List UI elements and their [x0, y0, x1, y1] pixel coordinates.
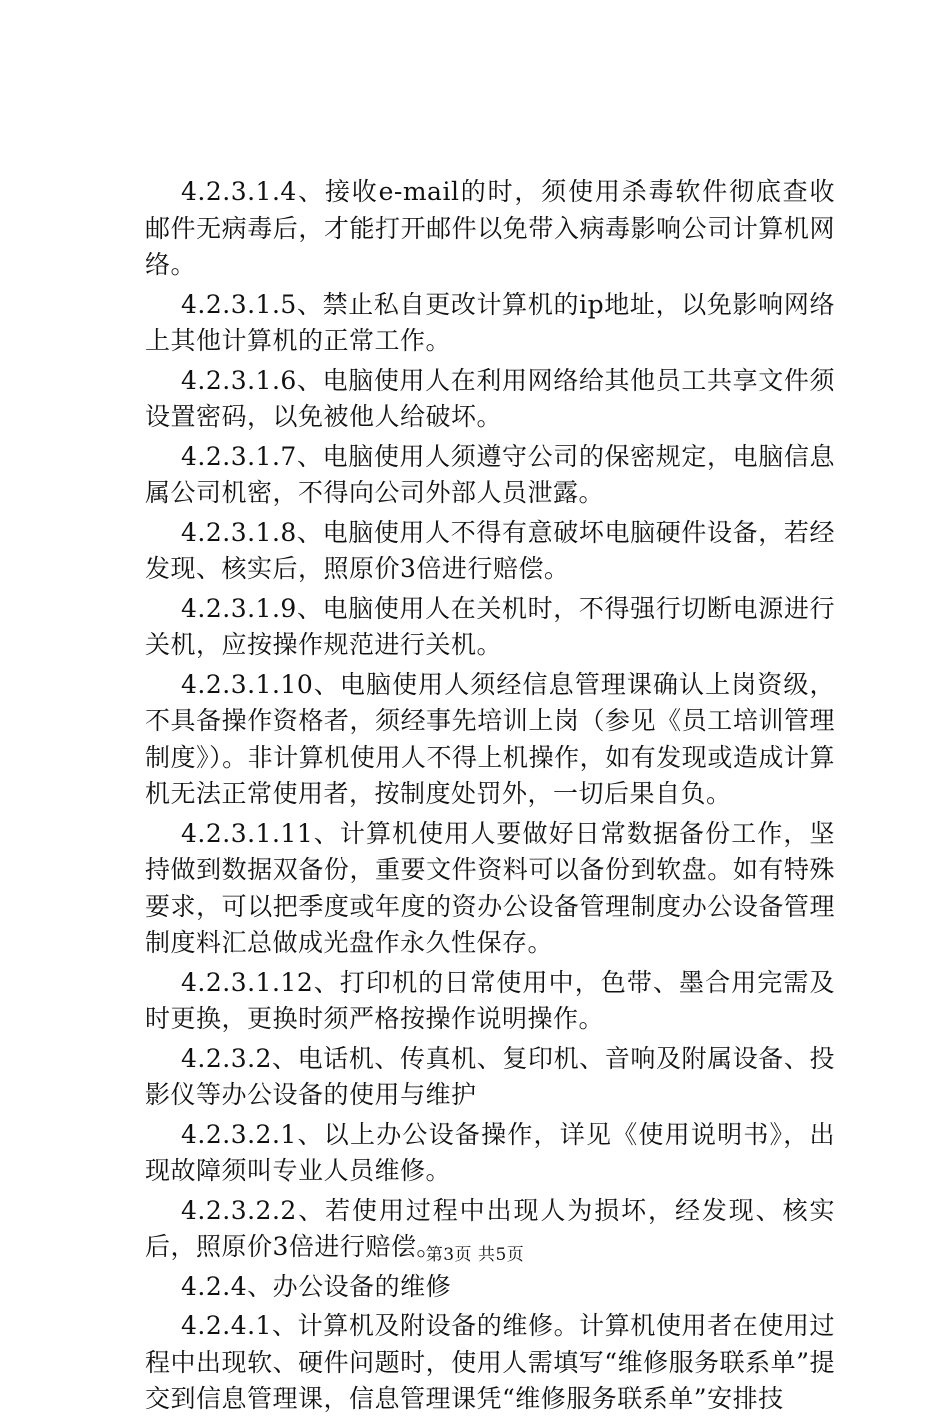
paragraph-4-2-3-1-4: 4.2.3.1.4、接收e-mail的时，须使用杀毒软件彻底查收邮件无病毒后，才能打开邮件以免带入病毒影响公司计算机网络。: [145, 177, 835, 279]
paragraph-4-2-3-2-2: 4.2.3.2.2、若使用过程中出现人为损坏，经发现、核实后，照原价3倍进行赔偿。: [145, 1195, 835, 1261]
paragraph-4-2-3-1-8: 4.2.3.1.8、电脑使用人不得有意破坏电脑硬件设备，若经发现、核实后，照原价3倍进行赔偿。: [145, 517, 835, 583]
paragraph-4-2-4-1: 4.2.4.1、计算机及附设备的维修。计算机使用者在使用过程中出现软、硬件问题时，使用人需填写“维修服务联系单”提交到信息管理课，信息管理课凭“维修服务联系单”安排技: [145, 1311, 835, 1413]
paragraph-4-2-3-1-6: 4.2.3.1.6、电脑使用人在利用网络给其他员工共享文件须设置密码，以免被他人给破坏。: [145, 365, 835, 431]
page-footer: 第3页 共5页: [425, 1245, 525, 1265]
paragraph-4-2-3-2-1: 4.2.3.2.1、以上办公设备操作，详见《使用说明书》，出现故障须叫专业人员维修。: [145, 1119, 835, 1185]
paragraph-4-2-3-1-9: 4.2.3.1.9、电脑使用人在关机时，不得强行切断电源进行关机，应按操作规范进行关机。: [145, 593, 835, 659]
paragraph-4-2-3-2: 4.2.3.2、电话机、传真机、复印机、音响及附属设备、投影仪等办公设备的使用与维护: [145, 1043, 835, 1109]
document-body: [145, 174, 835, 1421]
paragraph-4-2-3-1-11: 4.2.3.1.11、计算机使用人要做好日常数据备份工作，坚持做到数据双备份，重要文件资料可以备份到软盘。如有特殊要求，可以把季度或年度的资办公设备管理制度办公设备管理制度料汇总做成光盘作永久性保存。: [145, 818, 835, 957]
paragraph-4-2-3-1-7: 4.2.3.1.7、电脑使用人须遵守公司的保密规定，电脑信息属公司机密，不得向公司外部人员泄露。: [145, 441, 835, 507]
paragraph-4-2-3-1-10: 4.2.3.1.10、电脑使用人须经信息管理课确认上岗资级，不具备操作资格者，须经事先培训上岗（参见《员工培训管理制度》）。非计算机使用人不得上机操作，如有发现或造成计算机无法正常使用者，按制度处罚外，一切后果自负。: [145, 669, 835, 808]
paragraph-4-2-3-1-5: 4.2.3.1.5、禁止私自更改计算机的ip地址，以免影响网络上其他计算机的正常工作。: [145, 289, 835, 355]
heading-4-2-4: 4.2.4、办公设备的维修: [181, 1271, 452, 1301]
paragraph-4-2-3-1-12: 4.2.3.1.12、打印机的日常使用中，色带、墨合用完需及时更换，更换时须严格按操作说明操作。: [145, 967, 835, 1033]
